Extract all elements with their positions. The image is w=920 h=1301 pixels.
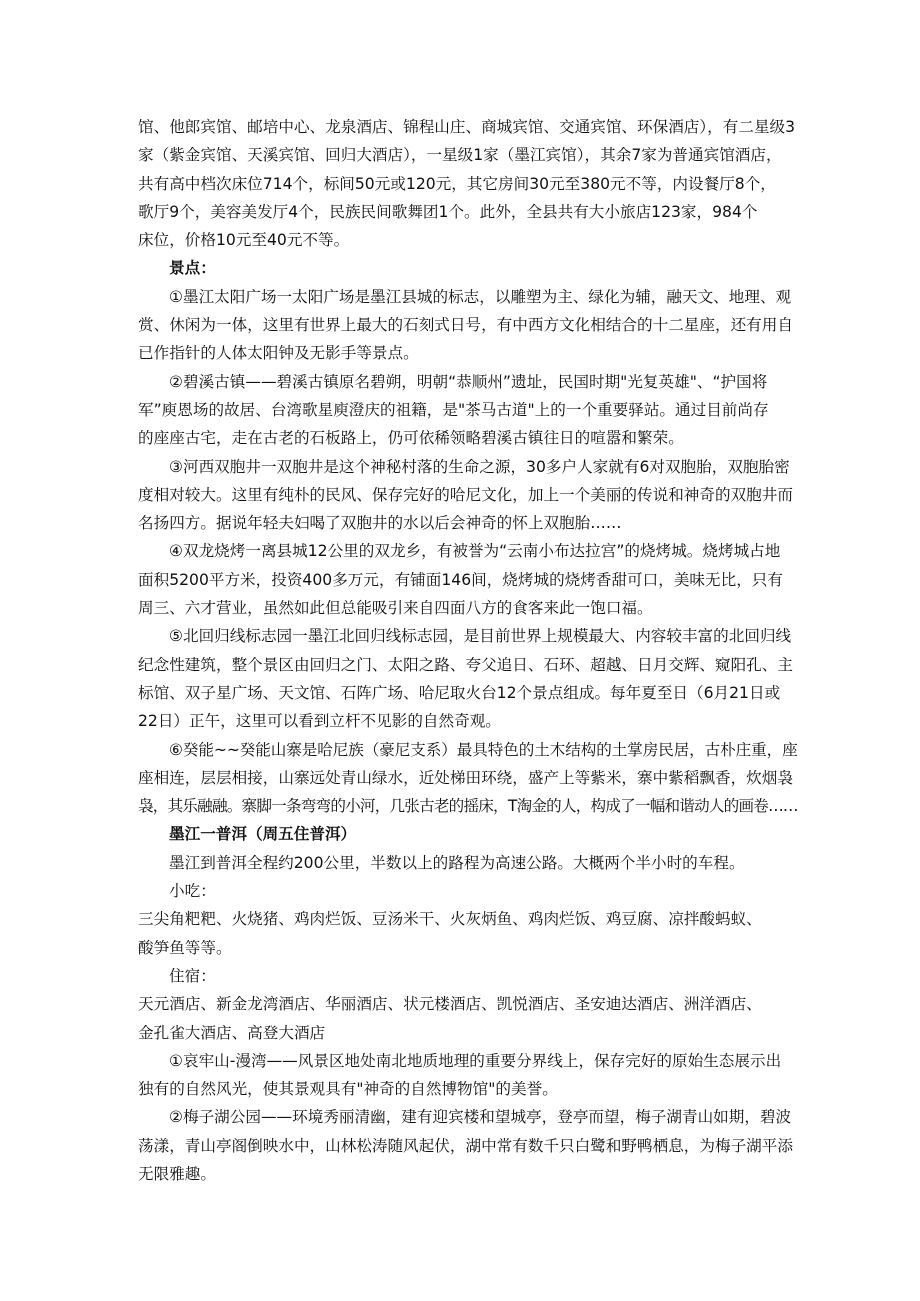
- text-line: ④双龙烧烤一离县城12公里的双龙乡，有被誉为“云南小布达拉宫”的烧烤城。烧烤城占地: [169, 542, 781, 561]
- text-line: 馆、他郎宾馆、邮培中心、龙泉酒店、锦程山庄、商城宾馆、交通宾馆、环保酒店），有二星级3: [138, 118, 796, 136]
- text-line: 周三、六才营业，虽然如此但总能吸引来自四面八方的食客来此一饱口福。: [138, 599, 653, 618]
- text-line: 22日）正午，这里可以看到立杆不见影的自然奇观。: [138, 712, 501, 731]
- text-line: 床位，价格10元至40元不等。: [138, 231, 350, 250]
- paragraph: [138, 622, 798, 735]
- text-line: 度相对较大。这里有纯朴的民风、保存完好的哈尼文化，加上一个美丽的传说和神奇的双胞井而: [138, 485, 793, 504]
- text-line: 景点：: [169, 259, 216, 278]
- text-line: 住宿：: [169, 966, 216, 985]
- text-line: 袅，其乐融融。寨脚一条弯弯的小河，几张古老的摇床，T淘金的人，构成了一幅和谐动人的画卷……: [138, 797, 798, 816]
- text-line: 军”庾恩场的故居、台湾歌星庾澄庆的祖籍，是"茶马古道"上的一个重要驿站。通过目前尚存: [138, 400, 769, 419]
- text-line: 面积5200平方米，投资400多万元，有铺面146间，烧烤城的烧烤香甜可口，美味无比，只有: [138, 570, 783, 589]
- text-line: 标馆、双子星广场、天文馆、石阵广场、哈尼取火台12个景点组成。每年夏至日（6月21日或: [138, 683, 781, 702]
- text-line: 天元酒店、新金龙湾酒店、华丽酒店、状元楼酒店、凯悦酒店、圣安迪达酒店、洲洋酒店、: [138, 995, 762, 1014]
- paragraph: [138, 962, 798, 990]
- paragraph: [138, 283, 798, 368]
- text-line: 家（紫金宾馆、天溪宾馆、回归大酒店），一星级1家（墨江宾馆），其余7家为普通宾馆酒店，: [138, 146, 782, 165]
- paragraph: [138, 537, 798, 622]
- text-line: 赏、休闲为一体，这里有世界上最大的石刻式日号，有中西方文化相结合的十二星座，还有用自: [138, 316, 793, 335]
- paragraph: [138, 849, 798, 877]
- text-line: 荡漾，青山亭阁倒映水中，山林松涛随风起伏，湖中常有数千只白鹭和野鸭栖息，为梅子湖平添: [138, 1136, 793, 1155]
- text-line: 酸笋鱼等等。: [138, 938, 232, 957]
- text-line: ①墨江太阳广场一太阳广场是墨江县城的标志，以雕塑为主、绿化为辅，融天文、地理、观: [169, 287, 792, 306]
- text-line: 座相连，层层相接，山寨远处青山绿水，近处梯田环绕，盛产上等紫米，寨中紫稻飘香，炊烟袅: [138, 768, 793, 787]
- text-line: ③河西双胞井一双胞井是这个神秘村落的生命之源，30多户人家就有6对双胞胎，双胞胎密: [169, 457, 790, 476]
- text-line: 名扬四方。据说年轻夫妇喝了双胞井的水以后会神奇的怀上双胞胎……: [138, 514, 622, 533]
- paragraph: [138, 1103, 798, 1188]
- text-line: 三尖角粑粑、火烧猪、鸡肉烂饭、豆汤米干、火灰炳鱼、鸡肉烂饭、鸡豆腐、凉拌酸蚂蚁、: [138, 910, 762, 929]
- paragraph: [138, 990, 798, 1047]
- paragraph: [138, 113, 798, 254]
- text-line: 歌厅9个，美容美发厅4个，民族民间歌舞团1个。此外，全县共有大小旅店123家，984个: [138, 202, 758, 221]
- text-line: 墨江一普洱（周五住普洱）: [169, 825, 357, 844]
- text-line: 金孔雀大酒店、高登大酒店: [138, 1023, 326, 1042]
- paragraph: [138, 453, 798, 538]
- text-line: ②碧溪古镇——碧溪古镇原名碧朔，明朝“恭顺州”遗址，民国时期"光复英雄"、“护国将: [169, 372, 768, 391]
- paragraph: [138, 736, 798, 821]
- paragraph: [138, 877, 798, 905]
- text-line: ⑥癸能~~癸能山寨是哈尼族（豪尼支系）最具特色的土木结构的土掌房民居，古朴庄重，座: [169, 740, 798, 759]
- text-line: 共有高中档次床位714个，标间50元或120元，其它房间30元至380元不等，内设餐厅8个，: [138, 174, 776, 193]
- paragraph: [138, 905, 798, 962]
- text-line: 小吃：: [169, 882, 216, 901]
- paragraph: [138, 1047, 798, 1104]
- text-line: 的座座古宅，走在古老的石板路上，仍可依稀领略碧溪古镇往日的喧嚣和繁荣。: [138, 429, 684, 448]
- text-line: 无限雅趣。: [138, 1164, 216, 1183]
- text-line: 已作指针的人体太阳钟及无影手等景点。: [138, 344, 419, 363]
- text-line: ①哀牢山-漫湾——风景区地处南北地质地理的重要分界线上，保存完好的原始生态展示出: [169, 1051, 782, 1070]
- text-line: 纪念性建筑，整个景区由回归之门、太阳之路、夸父追日、石环、超越、日月交辉、窥阳孔、主: [138, 655, 793, 674]
- section-heading: [138, 254, 798, 282]
- text-line: 墨江到普洱全程约200公里，半数以上的路程为高速公路。大概两个半小时的车程。: [169, 853, 745, 872]
- text-line: ②梅子湖公园——环境秀丽清幽，建有迎宾楼和望城亭，登亭而望，梅子湖青山如期，碧波: [169, 1108, 792, 1127]
- section-heading: [138, 820, 798, 848]
- text-line: ⑤北回归线标志园一墨江北回归线标志园，是目前世界上规模最大、内容较丰富的北回归线: [169, 627, 792, 646]
- text-line: 独有的自然风光，使其景观具有"神奇的自然博物馆"的美誉。: [138, 1080, 558, 1099]
- document-page: [138, 113, 798, 1188]
- paragraph: [138, 368, 798, 453]
